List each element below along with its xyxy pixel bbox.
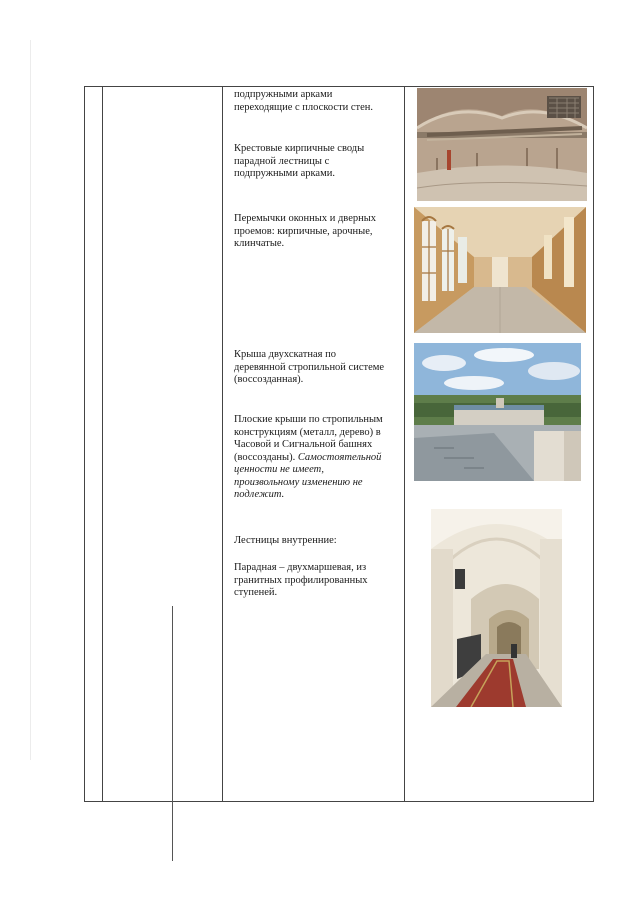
text-line-italic: подлежит.	[234, 489, 285, 500]
column-divider-2	[222, 86, 223, 802]
text-line: подпружными арками	[234, 89, 333, 100]
text-line: клинчатые.	[234, 238, 285, 249]
text-main-stair	[234, 562, 404, 600]
text-line: Перемычки оконных и дверных	[234, 213, 377, 224]
text-line: конструкциям (металл, дерево) в	[234, 426, 381, 438]
text-stairs-heading	[234, 535, 404, 548]
column-divider-3	[404, 86, 405, 802]
text-line-italic: ценности не имеет,	[234, 464, 325, 475]
scan-line-artifact	[172, 606, 173, 861]
photo-main-staircase	[431, 509, 562, 707]
text-line: Плоские крыши по стропильным	[234, 414, 383, 425]
text-lintels	[234, 213, 404, 251]
text-line: Часовой и Сигнальной башнях	[234, 439, 373, 450]
text-line-mixed	[234, 452, 404, 465]
text-line: Крестовые кирпичные своды	[234, 143, 365, 154]
text-line: переходящие с плоскости стен.	[234, 101, 374, 113]
text-line: Крыша двухскатная по	[234, 349, 337, 360]
text-line: проемов: кирпичные, арочные,	[234, 225, 373, 237]
page-edge-shadow	[30, 40, 31, 760]
text-line: (воссозданная).	[234, 374, 304, 385]
column-divider-1	[102, 86, 103, 802]
text-italic: Самостоятельной	[297, 451, 382, 463]
text-roof	[234, 349, 404, 387]
text-flat-roofs	[234, 414, 404, 502]
text-stair-vaults	[234, 143, 404, 181]
table-right-border	[593, 86, 594, 802]
text-line: деревянной стропильной системе	[234, 361, 385, 373]
photo-palace-aerial	[414, 343, 581, 481]
text-line: Парадная – двухмаршевая, из	[234, 562, 367, 573]
text-line-italic: произвольному изменению не	[234, 476, 363, 488]
text-line: подпружными арками.	[234, 168, 335, 179]
table-top-border	[84, 86, 594, 87]
table-bottom-border	[84, 801, 594, 802]
text-line: гранитных профилированных	[234, 574, 368, 586]
text-plain: (воссозданы).	[234, 451, 296, 463]
photo-gallery-corridor	[414, 207, 586, 333]
photo-vaulted-basement	[417, 88, 587, 201]
table-left-border	[84, 86, 85, 802]
text-line: парадной лестницы с	[234, 155, 330, 167]
text-vaults	[234, 89, 404, 114]
text-line: ступеней.	[234, 587, 278, 598]
text-line: Лестницы внутренние:	[234, 535, 337, 546]
